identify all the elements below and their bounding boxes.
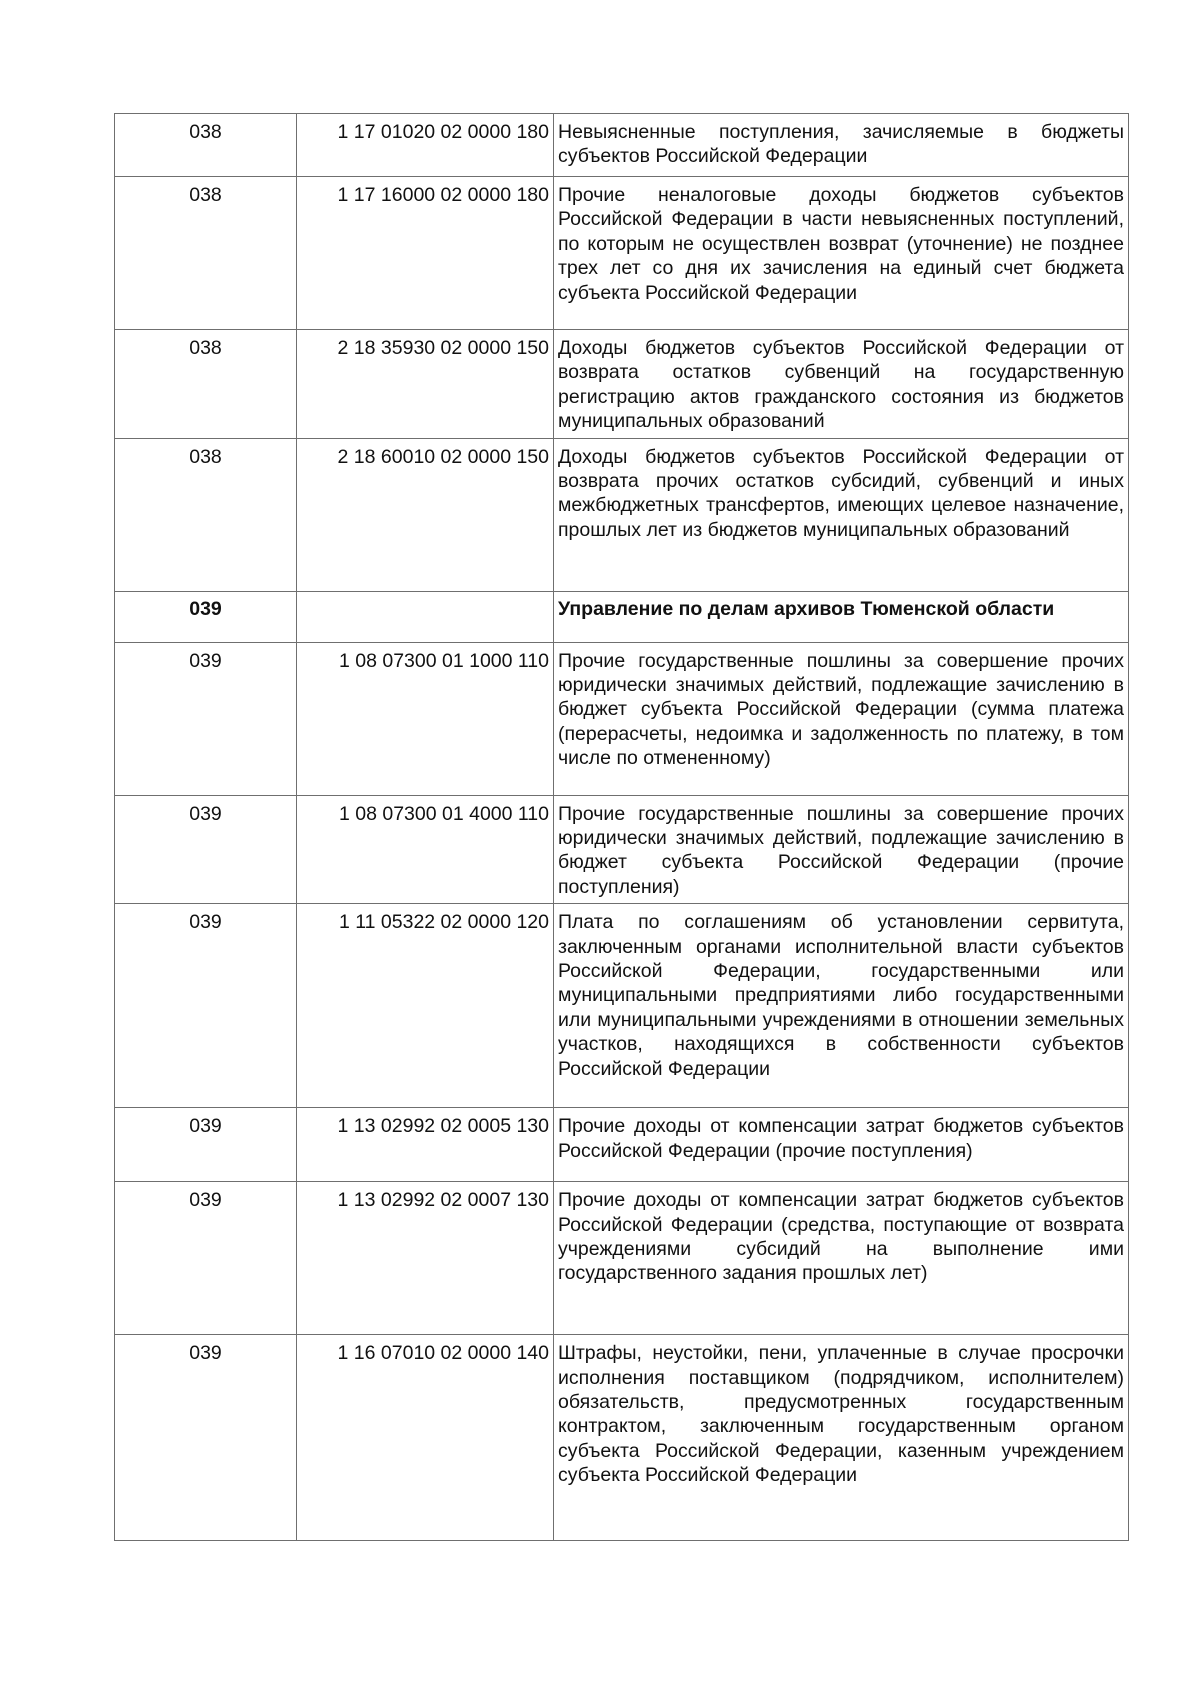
table-row (115, 1108, 1129, 1182)
description-cell: Прочие доходы от компенсации затрат бюджетов субъектов Российской Федерации (средства, поступающие от возврата учреждениями субсидий на выполнение ими государственного задания прошлых лет) (554, 1182, 1129, 1335)
table-row (115, 795, 1129, 904)
table-row (115, 177, 1129, 330)
description-cell: Доходы бюджетов субъектов Российской Федерации от возврата остатков субвенций на государственную регистрацию актов гражданского состояния из бюджетов муниципальных образований (554, 330, 1129, 439)
admin-code-cell: 038 (115, 177, 297, 330)
table-row (115, 904, 1129, 1108)
table-row (115, 114, 1129, 177)
description-cell: Прочие неналоговые доходы бюджетов субъектов Российской Федерации в части невыясненных поступлений, по которым не осуществлен возврат (уточнение) не позднее трех лет со дня их зачисления на единый счет бюджета субъекта Российской Федерации (554, 177, 1129, 330)
description-cell: Прочие государственные пошлины за совершение прочих юридически значимых действий, подлежащие зачислению в бюджет субъекта Российской Федерации (прочие поступления) (554, 795, 1129, 904)
budget-code-cell: 2 18 60010 02 0000 150 (297, 438, 554, 591)
description-cell: Невыясненные поступления, зачисляемые в бюджеты субъектов Российской Федерации (554, 114, 1129, 177)
admin-code-cell: 038 (115, 330, 297, 439)
admin-code-cell: 039 (115, 1182, 297, 1335)
description-cell: Штрафы, неустойки, пени, уплаченные в случае просрочки исполнения поставщиком (подрядчиком, исполнителем) обязательств, предусмотренных государственным контрактом, заключенным государственным органом субъекта Российской Федерации, казенным учреждением субъекта Российской Федерации (554, 1335, 1129, 1541)
admin-code-cell: 038 (115, 114, 297, 177)
admin-code-cell: 039 (115, 591, 297, 642)
budget-code-cell (297, 591, 554, 642)
admin-code-cell: 039 (115, 904, 297, 1108)
table-row (115, 1335, 1129, 1541)
admin-code-cell: 039 (115, 1108, 297, 1182)
budget-code-cell: 1 13 02992 02 0005 130 (297, 1108, 554, 1182)
budget-code-cell: 2 18 35930 02 0000 150 (297, 330, 554, 439)
description-cell: Прочие государственные пошлины за совершение прочих юридически значимых действий, подлежащие зачислению в бюджет субъекта Российской Федерации (сумма платежа (перерасчеты, недоимка и задолженность по платежу, в том числе по отмененному) (554, 642, 1129, 795)
admin-code-cell: 039 (115, 795, 297, 904)
section-title: Управление по делам архивов Тюменской области (554, 591, 1129, 642)
table-row (115, 642, 1129, 795)
description-cell: Доходы бюджетов субъектов Российской Федерации от возврата прочих остатков субсидий, субвенций и иных межбюджетных трансфертов, имеющих целевое назначение, прошлых лет из бюджетов муниципальных образований (554, 438, 1129, 591)
description-cell: Плата по соглашениям об установлении сервитута, заключенным органами исполнительной власти субъектов Российской Федерации, государственными или муниципальными предприятиями либо государственными или муниципальными учреждениями в отношении земельных участков, находящихся в собственности субъектов Российской Федерации (554, 904, 1129, 1108)
table-row (115, 330, 1129, 439)
description-cell: Прочие доходы от компенсации затрат бюджетов субъектов Российской Федерации (прочие поступления) (554, 1108, 1129, 1182)
revenue-codes-table (114, 113, 1129, 1541)
admin-code-cell: 038 (115, 438, 297, 591)
table-row (115, 1182, 1129, 1335)
section-header-row (115, 591, 1129, 642)
admin-code-cell: 039 (115, 1335, 297, 1541)
budget-code-cell: 1 17 01020 02 0000 180 (297, 114, 554, 177)
budget-code-cell: 1 17 16000 02 0000 180 (297, 177, 554, 330)
table-row (115, 438, 1129, 591)
budget-code-cell: 1 11 05322 02 0000 120 (297, 904, 554, 1108)
admin-code-cell: 039 (115, 642, 297, 795)
budget-code-cell: 1 08 07300 01 4000 110 (297, 795, 554, 904)
budget-code-cell: 1 08 07300 01 1000 110 (297, 642, 554, 795)
budget-code-cell: 1 16 07010 02 0000 140 (297, 1335, 554, 1541)
budget-code-cell: 1 13 02992 02 0007 130 (297, 1182, 554, 1335)
